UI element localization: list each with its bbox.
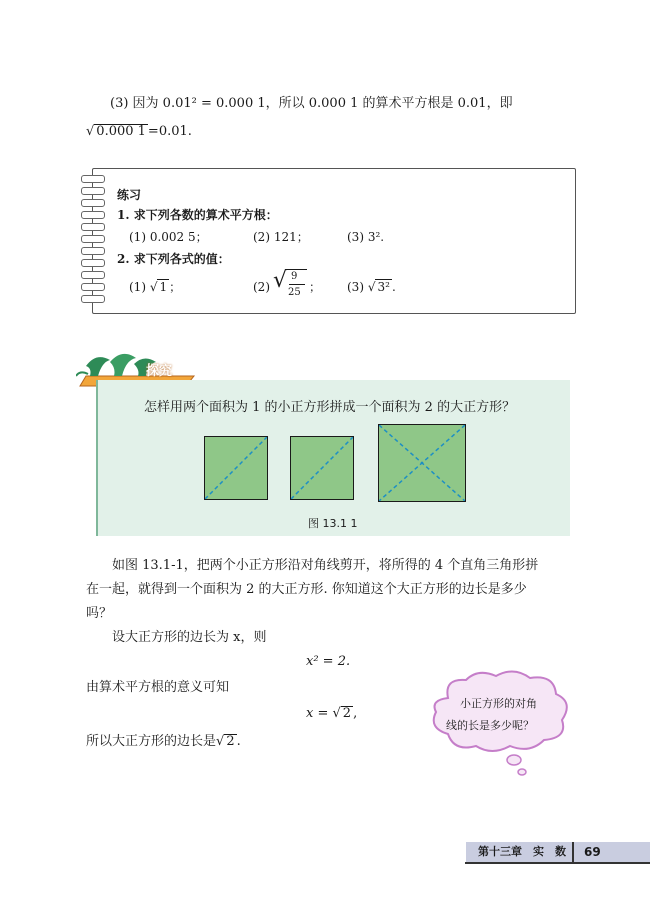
- sqrt-symbol: √: [86, 124, 95, 139]
- equation-2: [306, 704, 357, 724]
- spiral-ring: [81, 283, 105, 291]
- conclusion: [86, 732, 241, 752]
- end: .: [391, 280, 396, 294]
- equation-1: x² = 2.: [306, 654, 351, 669]
- practice-q2: 2. 求下列各式的值：: [117, 252, 230, 266]
- small-square-1: [204, 436, 268, 500]
- end: ,: [353, 706, 358, 721]
- result: =0.01.: [147, 124, 192, 139]
- explore-question: 怎样用两个面积为 1 的小正方形拼成一个面积为 2 的大正方形？: [144, 400, 516, 415]
- spiral-ring: [81, 247, 105, 255]
- practice-q1: 1. 求下列各数的算术平方根：: [117, 208, 278, 222]
- radicand: 0.000 1: [96, 124, 146, 139]
- spiral-ring: [81, 223, 105, 231]
- by-definition: 由算术平方根的意义可知: [86, 680, 230, 695]
- label: (3): [347, 280, 364, 294]
- label: (2): [253, 280, 270, 294]
- numerator: 9: [291, 271, 298, 282]
- radicand: 2: [226, 734, 235, 749]
- page-number: 69: [584, 845, 601, 859]
- label: (1): [129, 280, 146, 294]
- spiral-ring: [81, 211, 105, 219]
- sqrt-symbol: √: [216, 734, 225, 749]
- practice-title: 练习: [117, 188, 142, 202]
- figure-caption: 图 13.1 1: [308, 517, 358, 530]
- spiral-ring: [81, 175, 105, 183]
- sqrt-symbol: √: [273, 268, 288, 293]
- spiral-ring: [81, 235, 105, 243]
- spiral-ring: [81, 199, 105, 207]
- conclusion-text: 所以大正方形的边长是: [86, 734, 217, 749]
- small-square-2: [290, 436, 354, 500]
- radicand: 1: [159, 280, 168, 294]
- q2-item-1: [129, 277, 181, 297]
- practice-notebook: [92, 168, 576, 314]
- end: .: [236, 734, 241, 749]
- radicand: 2: [342, 706, 352, 721]
- footer-divider: [572, 842, 574, 862]
- sqrt-symbol: √: [332, 706, 341, 721]
- spiral-ring: [81, 187, 105, 195]
- example-3-line2: [86, 122, 192, 142]
- thought-bubble: [426, 668, 576, 778]
- large-square: [378, 424, 466, 502]
- spiral-ring: [81, 271, 105, 279]
- sqrt-symbol: √: [149, 280, 158, 294]
- q1-item-3: (3) 3².: [347, 230, 385, 244]
- lhs: x =: [306, 706, 333, 721]
- q1-item-2: (2) 121；: [253, 230, 309, 244]
- spiral-ring: [81, 295, 105, 303]
- bubble-line-2: 线的长是多少呢？: [446, 719, 534, 732]
- explore-box: [96, 380, 570, 536]
- chapter-label: 第十三章 实 数: [478, 845, 566, 858]
- q1-item-1: (1) 0.002 5；: [129, 230, 208, 244]
- paragraph-line-3: 吗？: [86, 606, 113, 621]
- paragraph-line-1: 如图 13.1-1，把两个小正方形沿对角线剪开，将所得的 4 个直角三角形拼: [112, 558, 539, 573]
- explore-tag: 探究: [146, 364, 173, 379]
- let-statement: 设大正方形的边长为 x，则: [112, 630, 267, 645]
- radicand: 3²: [377, 280, 390, 294]
- spiral-ring: [81, 259, 105, 267]
- end: ；: [169, 280, 182, 294]
- footer-rule: [465, 862, 650, 864]
- end: ；: [309, 280, 322, 294]
- example-3-line1: (3) 因为 0.01² = 0.000 1，所以 0.000 1 的算术平方根是 0.01，即: [110, 96, 513, 111]
- paragraph-line-2: 在一起，就得到一个面积为 2 的大正方形. 你知道这个大正方形的边长是多少: [86, 582, 527, 597]
- sqrt-symbol: √: [367, 280, 376, 294]
- denominator: 25: [288, 287, 301, 298]
- bubble-line-1: 小正方形的对角: [460, 697, 537, 710]
- q2-item-3: [347, 277, 396, 297]
